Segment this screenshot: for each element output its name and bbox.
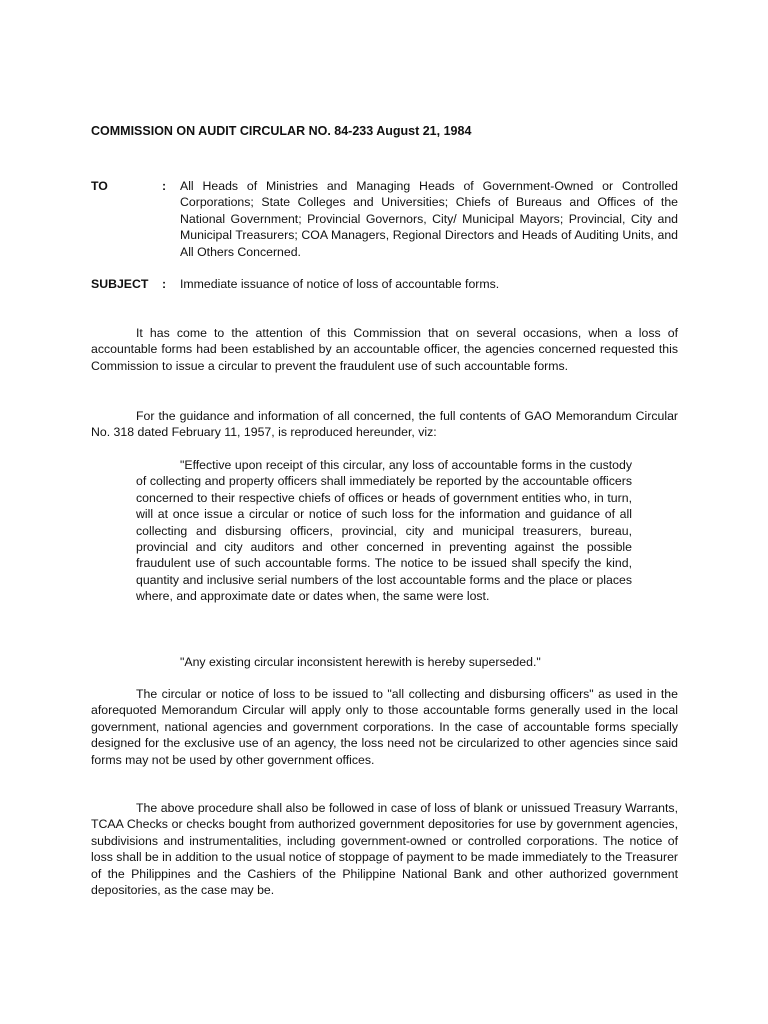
subject-colon: : xyxy=(162,277,167,291)
paragraph-guidance: For the guidance and information of all concerned, the full contents of GAO Memorandum Circular No. 318 dated February 11, 1957, is reproduced hereunder, viz: xyxy=(91,409,678,440)
to-recipients: All Heads of Ministries and Managing Heads of Government-Owned or Controlled Corporations; State Colleges and Universities; Chiefs of Bureaus and Offices of the National Government; Provincial Governors, City/ Municipal Mayors; Provincial, City and Municipal Treasurers; COA Managers, Regional Directors and Heads of Auditing Units, and All Others Concerned. xyxy=(180,179,678,259)
quoted-circular-text: "Effective upon receipt of this circular, any loss of accountable forms in the custody of collecting and property officers shall immediately be reported by the accountable officers concerned to their respective chiefs of offices or heads of government entities who, in turn, will at once issue a circular or notice of such loss for the information and guidance of all collecting and disbursing officers, provincial, city and municipal treasurers, bureau, provincial and city auditors and other concerned in preventing against the possible fraudulent use of such accountable forms. The notice to be issued shall specify the kind, quantity and inclusive serial numbers of the lost accountable forms and the place or places where, and approximate date or dates when, the same were lost. xyxy=(136,458,632,604)
paragraph-intro: It has come to the attention of this Commission that on several occasions, when a loss of accountable forms had been established by an accountable officer, the agencies concerned requested this Commission to issue a circular to prevent the fraudulent use of such accountable forms. xyxy=(91,326,678,373)
to-colon: : xyxy=(162,179,167,193)
circular-heading: COMMISSION ON AUDIT CIRCULAR NO. 84-233 August 21, 1984 xyxy=(91,124,472,138)
to-label: TO xyxy=(91,179,108,193)
paragraph-scope: The circular or notice of loss to be issued to "all collecting and disbursing officers" as used in the aforequoted Memorandum Circular will apply only to those accountable forms generally used in the local government, national agencies and government corporations. In the case of accountable forms specially designed for the exclusive use of an agency, the loss need not be circularized to other agencies since said forms may not be used by other government offices. xyxy=(91,687,678,767)
subject-text: Immediate issuance of notice of loss of accountable forms. xyxy=(180,277,500,291)
subject-label: SUBJECT xyxy=(91,277,149,291)
paragraph-procedure: The above procedure shall also be followed in case of loss of blank or unissued Treasury Warrants, TCAA Checks or checks bought from authorized government depositories for use by government agencies, subdivisions and instrumentalities, including government-owned or controlled corporations. The notice of loss shall be in addition to the usual notice of stoppage of payment to be made immediately to the Treasurer of the Philippines and the Cashiers of the Philippine National Bank and other authorized government depositories, as the case may be. xyxy=(91,801,678,898)
quoted-superseded-clause: "Any existing circular inconsistent herewith is hereby superseded." xyxy=(180,655,541,669)
